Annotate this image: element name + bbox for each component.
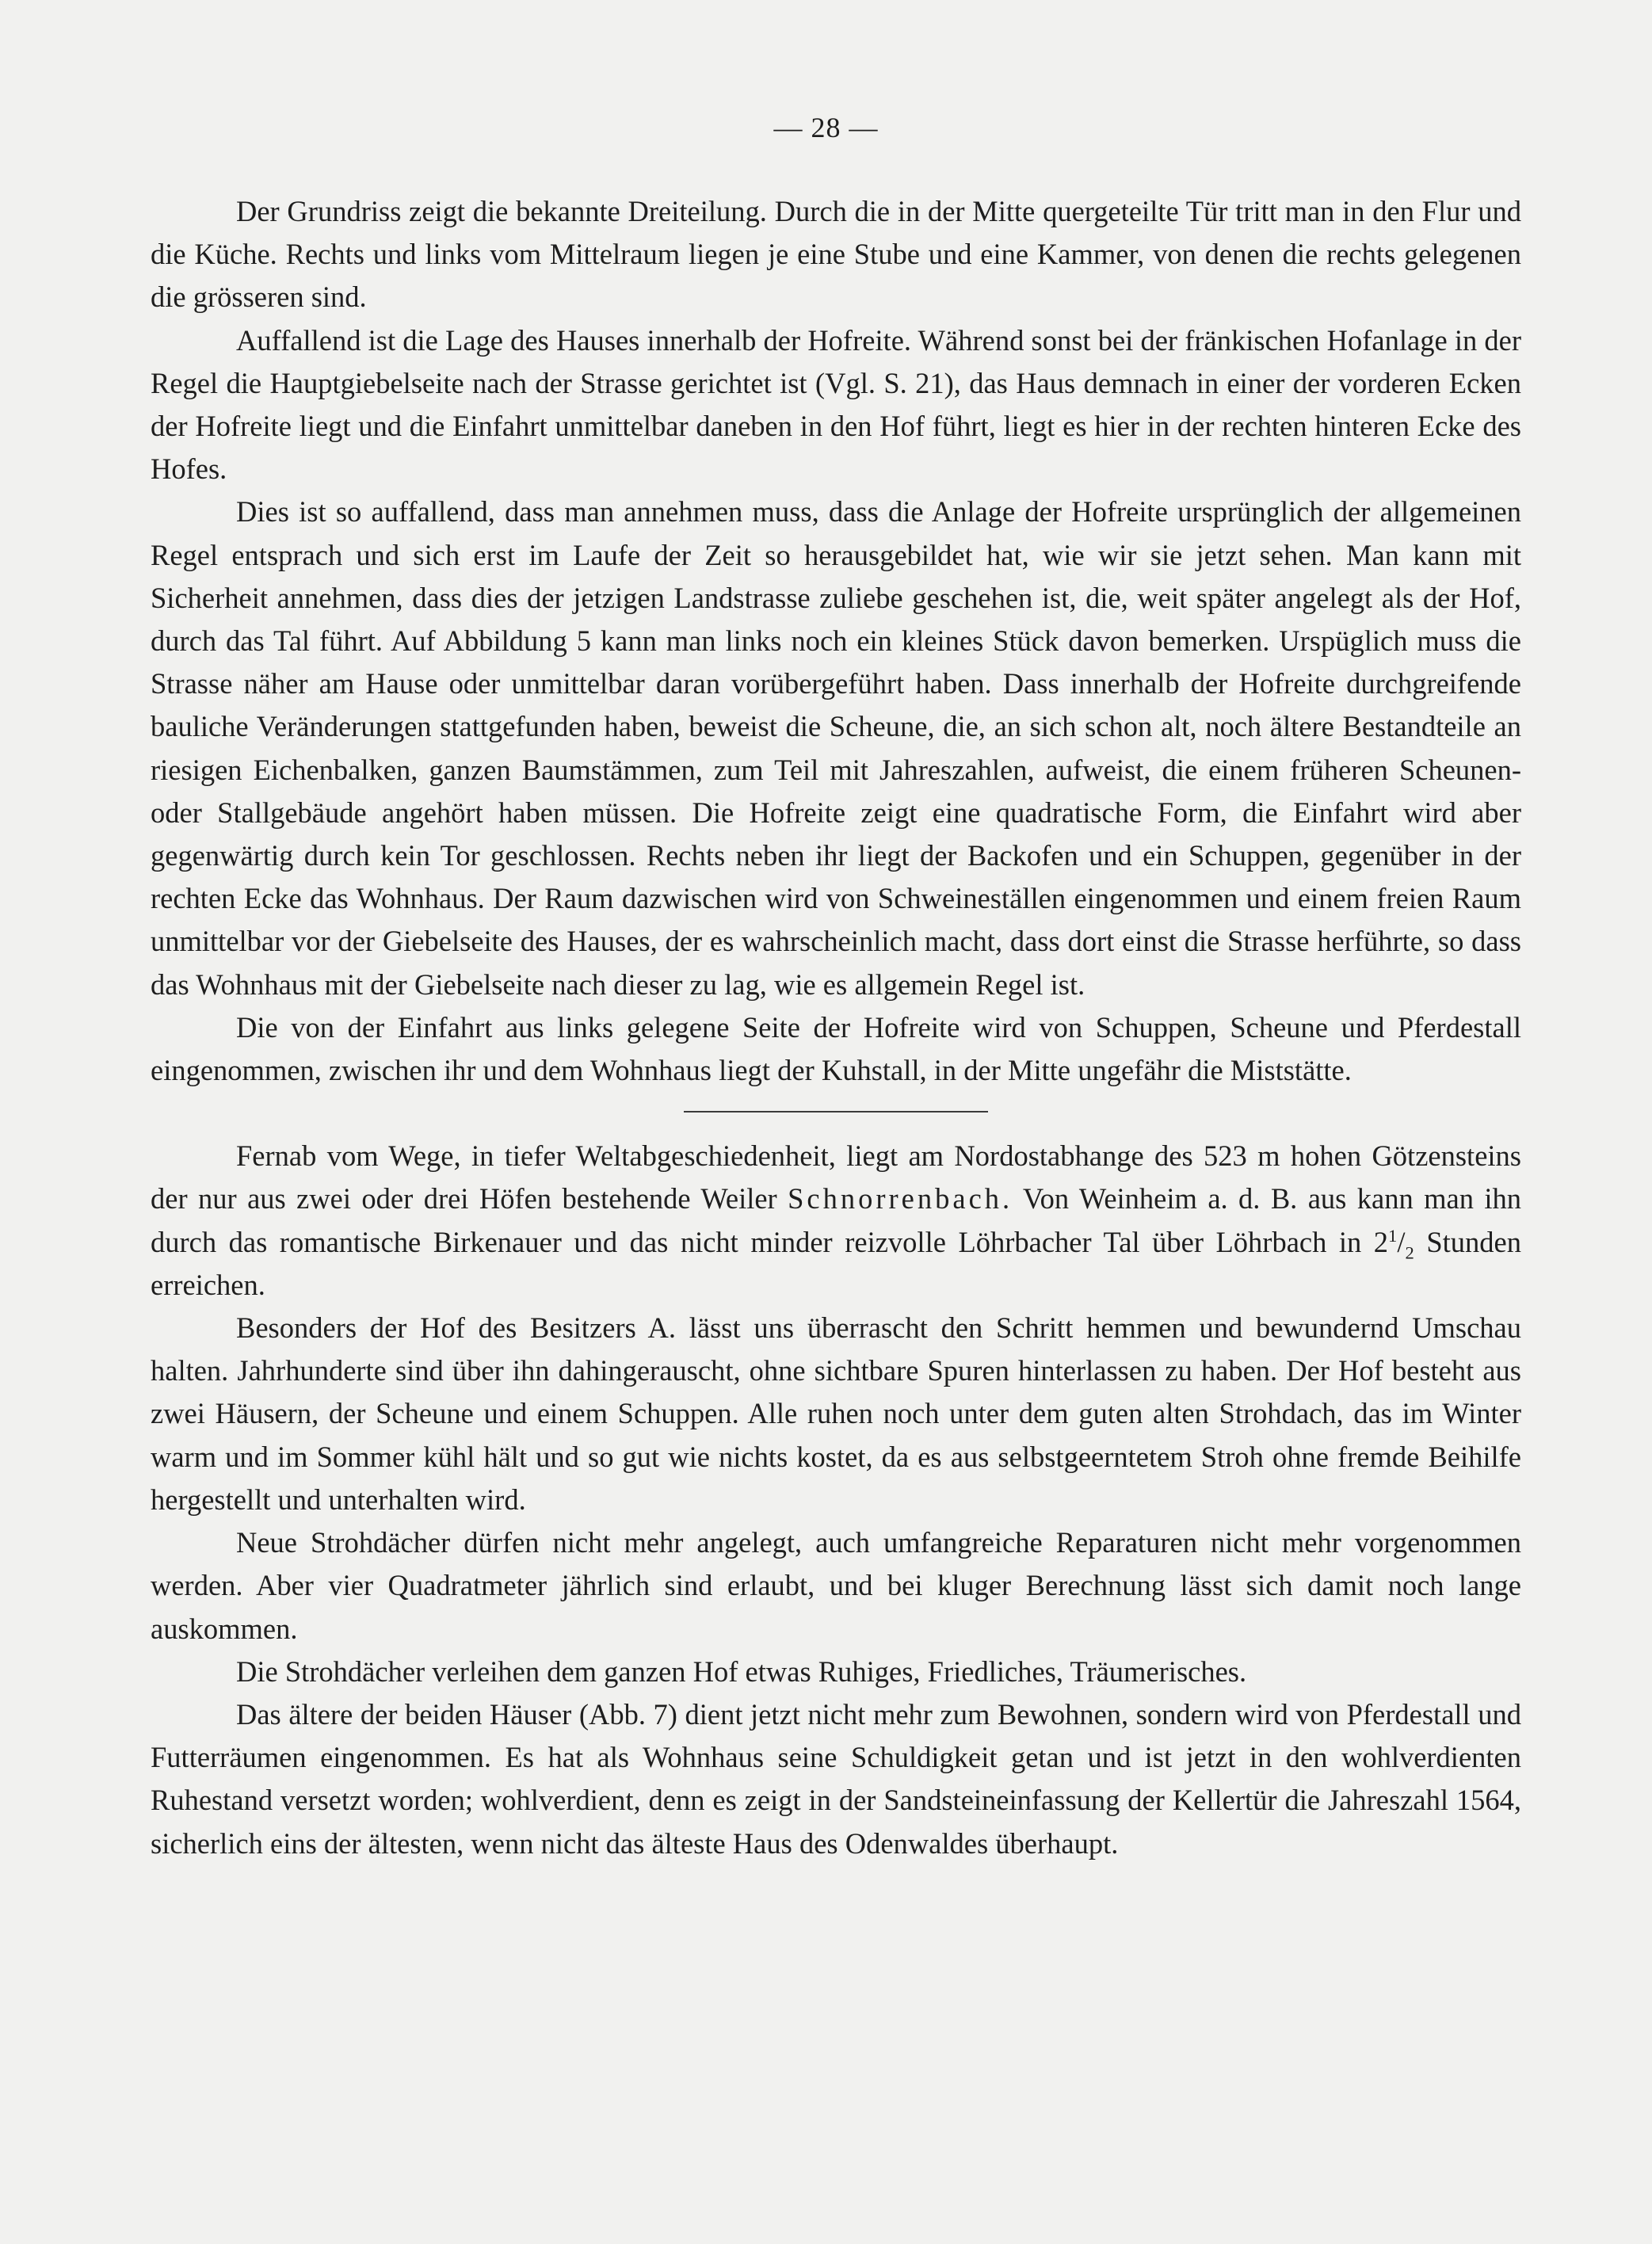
body-text [151,190,1521,1865]
paragraph-left-side: Die von der Einfahrt aus links gelegene Seite der Hofreite wird von Schuppen, Scheune und Pferdestall eingenommen, zwischen ihr und dem Wohnhaus liegt der Kuhstall, in der Mitte ungefähr die Miststätte. [151,1010,1521,1087]
page-number: — 28 — [773,112,879,143]
section-separator [684,1111,988,1112]
paragraph-house-position: Auffallend ist die Lage des Hauses innerhalb der Hofreite. Während sonst bei der fränkischen Hofanlage in der Regel die Hauptgiebelseite nach der Strasse gerichtet ist (Vgl. S. 21), das Haus demnach in einer der vorderen Ecken der Hofreite liegt und die Einfahrt unmittelbar daneben in den Hof führt, liegt es hier in der rechten hinteren Ecke des Hofes. [151,323,1521,486]
paragraph-straw-roofs: Die Strohdächer verleihen dem ganzen Hof etwas Ruhiges, Friedliches, Träumerisches. [236,1654,1247,1688]
fraction-two-and-a-half: $2^1/_2$ [1373,1225,1414,1262]
paragraph-farm-a: Besonders der Hof des Besitzers A. lässt uns überrascht den Schritt hemmen und bewundernd Umschau halten. Jahrhunderte sind über ihn dahingerauscht, ohne sichtbare Spuren hinterlassen zu haben. Der Hof besteht aus zwei Häusern, der Scheune und einem Schuppen. Alle ruhen noch unter dem guten alten Strohdach, das im Winter warm und im Sommer kühl hält und so gut wie nichts kostet, da es aus selbstgeerntetem Stroh ohne fremde Beihilfe hergestellt und unterhalten wird. [151,1311,1521,1516]
paragraph-floor-plan: Der Grundriss zeigt die bekannte Dreiteilung. Durch die in der Mitte quergeteilte Tür tritt man in den Flur und die Küche. Rechts und links vom Mittelraum liegen je eine Stube und eine Kammer, von denen die rechts gelegenen die grösseren sind. [151,195,1521,314]
paragraph-schnorrenbach: Fernab vom Wege, in tiefer Weltabgeschiedenheit, liegt am Nordostabhange des 523 m hohen Götzensteins der nur aus zwei oder drei Höfen bestehende Weiler Schnorrenbach. Von Weinheim a. d. B. aus kann man ihn durch das romantische Birkenauer und das nicht minder reizvolle Löhrbacher Tal über Löhrbach in $2^1/_2$ Stunden erreichen. [151,1139,1521,1301]
paragraph-older-house: Das ältere der beiden Häuser (Abb. 7) dient jetzt nicht mehr zum Bewohnen, sondern wird von Pferdestall und Futterräumen eingenommen. Es hat als Wohnhaus seine Schuldigkeit getan und ist jetzt in den wohlverdienten Ruhestand versetzt worden; wohlverdient, denn es zeigt in der Sandsteineinfassung der Kellertür die Jahreszahl 1564, sicherlich eins der ältesten, wenn nicht das älteste Haus des Odenwaldes überhaupt. [151,1697,1521,1860]
paragraph-new-roofs: Neue Strohdächer dürfen nicht mehr angelegt, auch umfangreiche Reparaturen nicht mehr vorgenommen werden. Aber vier Quadratmeter jährlich sind erlaubt, und bei kluger Berechnung lässt sich damit noch lange auskommen. [151,1526,1521,1645]
paragraph-road-history: Dies ist so auffallend, dass man annehmen muss, dass die Anlage der Hofreite ursprünglich der allgemeinen Regel entsprach und sich erst im Laufe der Zeit so herausgebildet hat, wie wir sie jetzt sehen. Man kann mit Sicherheit annehmen, dass dies der jetzigen Landstrasse zuliebe geschehen ist, die, weit später angelegt als der Hof, durch das Tal führt. Auf Abbildung 5 kann man links noch ein kleines Stück davon bemerken. Urspüglich muss die Strasse näher am Hause oder unmittelbar daran vorübergeführt haben. Dass innerhalb der Hofreite durchgreifende bauliche Veränderungen stattgefunden haben, beweist die Scheune, die, an sich schon alt, noch ältere Bestandteile an riesigen Eichenbalken, ganzen Baumstämmen, zum Teil mit Jahreszahlen, aufweist, die einem früheren Scheunen- oder Stallgebäude angehört haben müssen. Die Hofreite zeigt eine quadratische Form, die Einfahrt wird aber gegenwärtig durch kein Tor geschlossen. Rechts neben ihr liegt der Backofen und ein Schuppen, gegenüber in der rechten Ecke das Wohnhaus. Der Raum dazwischen wird von Schweineställen eingenommen und einem freien Raum unmittelbar vor der Giebelseite des Hauses, der es wahrscheinlich macht, dass dort einst die Strasse herführte, so dass das Wohnhaus mit der Giebelseite nach dieser zu lag, wie es allgemein Regel ist. [151,495,1521,1001]
place-name: Schnorrenbach. [788,1182,1013,1216]
